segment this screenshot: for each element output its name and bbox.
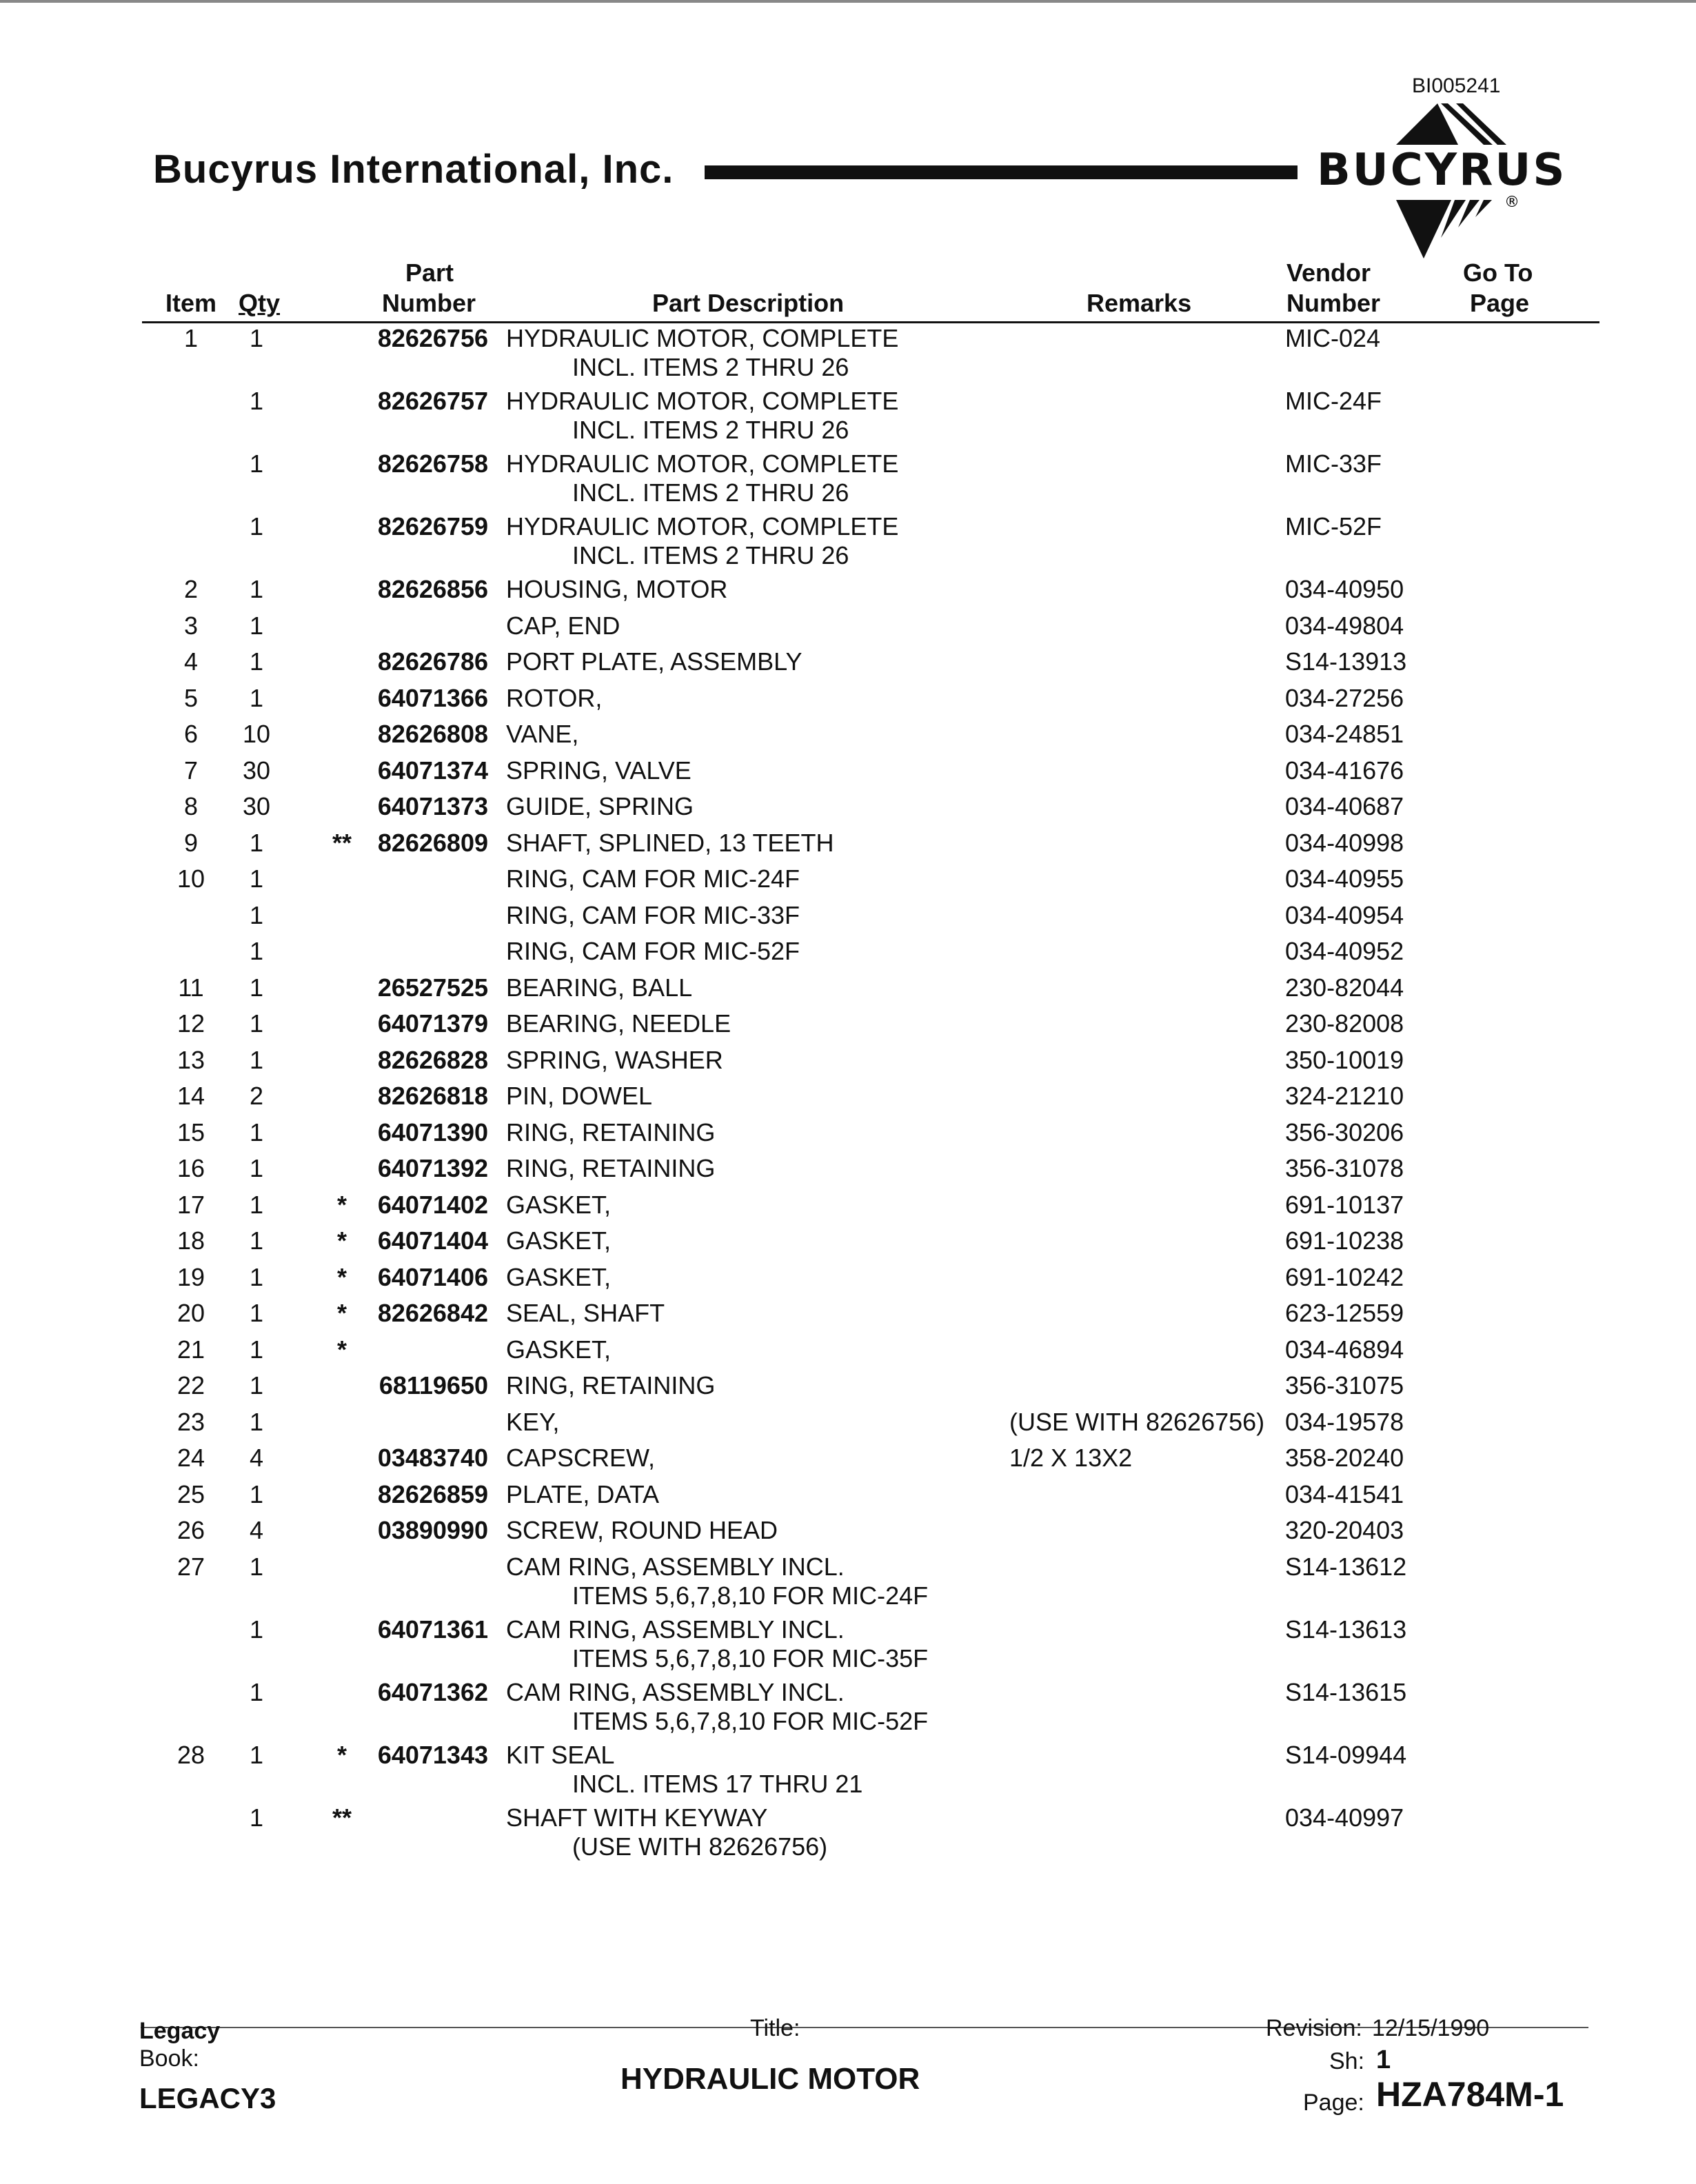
row-quantity: 1 [249,973,264,1002]
row-quantity: 1 [249,900,264,929]
footer-page-value: HZA784M-1 [1376,2075,1564,2114]
row-quantity: 1 [249,1190,264,1219]
row-item-number: 3 [183,611,199,640]
col-header-vendor-2: Number [1286,289,1381,317]
row-description [506,1154,715,1183]
row-quantity: 1 [249,324,264,352]
row-vendor-number: 356-31078 [1285,1154,1404,1182]
row-vendor-number: S14-09944 [1285,1740,1407,1769]
col-header-description: Part Description [652,289,845,317]
row-quantity: 1 [249,611,264,640]
row-remarks: (USE WITH 82626756) [1009,1407,1265,1436]
logo-registered-mark: ® [1504,194,1520,211]
row-marker: * [336,1740,347,1769]
row-quantity: 1 [249,1009,264,1038]
row-quantity: 1 [249,1803,264,1832]
row-description-line-2: (USE WITH 82626756) [572,1832,828,1861]
row-vendor-number: 034-40952 [1285,937,1404,965]
scan-top-edge [0,0,1696,3]
row-item-number: 14 [176,1082,205,1110]
row-quantity: 1 [249,1045,264,1074]
row-item-number: 24 [176,1444,205,1472]
footer-page-label: Page: [1303,2090,1364,2116]
row-vendor-number: 320-20403 [1285,1516,1404,1544]
row-description [506,1741,862,1799]
row-description [506,449,898,507]
row-item-number: 28 [176,1740,205,1769]
row-description-line-1: VANE, [506,720,579,748]
row-quantity: 1 [249,828,264,857]
row-description-line-1: GASKET, [506,1226,612,1255]
row-description-line-2: ITEMS 5,6,7,8,10 FOR MIC-24F [572,1581,929,1610]
row-description-line-1: CAM RING, ASSEMBLY INCL. [506,1552,845,1581]
row-vendor-number: S14-13615 [1285,1677,1407,1706]
row-part-number: 64071343 [377,1740,488,1769]
row-marker: ** [332,828,352,857]
row-description-line-1: RING, RETAINING [506,1118,716,1146]
row-item-number: 19 [176,1262,205,1291]
row-description [506,647,802,676]
row-part-number: 82626828 [377,1045,488,1074]
row-part-number: 82626856 [377,575,488,603]
row-marker: * [336,1262,347,1291]
row-quantity: 1 [249,449,264,478]
row-description-line-1: KEY, [506,1407,560,1436]
row-part-number: 64071366 [377,683,488,712]
row-vendor-number: S14-13913 [1285,647,1407,676]
row-vendor-number: 356-30206 [1285,1118,1404,1146]
row-part-number: 82626786 [377,647,488,676]
col-header-goto-2: Page [1470,289,1530,317]
row-vendor-number: 034-40997 [1285,1803,1404,1832]
row-description-line-1: HYDRAULIC MOTOR, COMPLETE [506,324,899,352]
row-description [506,1082,652,1111]
row-description-line-1: HOUSING, MOTOR [506,575,728,603]
row-part-number: 03890990 [377,1516,488,1544]
footer-title-label: Title: [750,2015,800,2041]
row-description-line-2: INCL. ITEMS 2 THRU 26 [572,353,849,381]
col-header-part-2: Number [382,289,476,317]
row-quantity: 10 [242,720,271,748]
row-part-number: 82626757 [377,387,488,415]
row-description [506,937,800,966]
row-quantity: 1 [249,937,264,965]
row-item-number: 20 [176,1299,205,1327]
col-header-part-1: Part [405,259,454,287]
row-vendor-number: 034-40954 [1285,900,1404,929]
footer-sheet-value: 1 [1376,2045,1391,2074]
row-vendor-number: 324-21210 [1285,1082,1404,1110]
row-vendor-number: 358-20240 [1285,1444,1404,1472]
row-part-number: 64071361 [377,1615,488,1644]
row-quantity: 1 [249,1335,264,1364]
row-description-line-1: BEARING, BALL [506,973,693,1002]
footer-book-value: LEGACY3 [139,2082,276,2114]
row-description-line-2: INCL. ITEMS 2 THRU 26 [572,416,849,444]
row-description [506,575,727,604]
row-item-number: 9 [183,828,199,857]
row-description [506,1480,659,1509]
row-item-number: 17 [176,1190,205,1219]
row-vendor-number: 623-12559 [1285,1299,1404,1327]
row-quantity: 1 [249,1371,264,1399]
row-quantity: 1 [249,1615,264,1644]
row-part-number: 82626842 [377,1299,488,1327]
row-description [506,611,620,640]
row-item-number: 13 [176,1045,205,1074]
row-marker: * [336,1190,347,1219]
row-description-line-1: HYDRAULIC MOTOR, COMPLETE [506,449,899,478]
col-header-vendor-1: Vendor [1286,259,1371,287]
row-vendor-number: 034-46894 [1285,1335,1404,1364]
row-item-number: 1 [183,324,199,352]
row-description-line-2: ITEMS 5,6,7,8,10 FOR MIC-52F [572,1706,929,1735]
row-description [506,901,800,930]
row-description-line-1: HYDRAULIC MOTOR, COMPLETE [506,512,899,540]
row-part-number: 82626758 [377,449,488,478]
row-description-line-1: PORT PLATE, ASSEMBLY [506,647,802,676]
row-item-number: 15 [176,1118,205,1146]
row-vendor-number: MIC-024 [1285,324,1381,352]
row-quantity: 1 [249,1118,264,1146]
row-description-line-1: CAPSCREW, [506,1444,656,1472]
row-quantity: 1 [249,1226,264,1255]
row-item-number: 8 [183,792,199,820]
row-item-number: 2 [183,575,199,603]
row-vendor-number: 034-49804 [1285,611,1404,640]
row-description-line-1: SPRING, VALVE [506,756,691,785]
row-vendor-number: S14-13612 [1285,1552,1407,1581]
row-part-number: 64071404 [377,1226,488,1255]
row-quantity: 2 [249,1082,264,1110]
row-vendor-number: 230-82044 [1285,973,1404,1002]
company-name: Bucyrus International, Inc. [153,147,674,192]
col-header-qty: Qty [239,289,281,317]
row-description [506,973,692,1002]
row-description [506,1803,827,1861]
row-part-number: 64071379 [377,1009,488,1038]
row-description [506,1046,723,1075]
col-header-goto-1: Go To [1463,259,1533,287]
row-quantity: 1 [249,1262,264,1291]
row-description [506,1516,778,1545]
row-quantity: 1 [249,1154,264,1182]
row-item-number: 6 [183,720,199,748]
row-quantity: 1 [249,683,264,712]
row-description-line-1: GASKET, [506,1262,612,1291]
row-vendor-number: 350-10019 [1285,1045,1404,1074]
row-description-line-2: ITEMS 5,6,7,8,10 FOR MIC-35F [572,1644,929,1672]
row-description [506,1408,559,1437]
row-vendor-number: 034-27256 [1285,683,1404,712]
row-description-line-1: GASKET, [506,1335,612,1364]
row-description [506,829,834,858]
row-description-line-1: HYDRAULIC MOTOR, COMPLETE [506,387,899,415]
row-part-number: 64071362 [377,1677,488,1706]
row-marker: ** [332,1803,352,1832]
footer-book-label: Book: [139,2045,199,2072]
row-part-number: 82626859 [377,1479,488,1508]
row-description-line-2: INCL. ITEMS 2 THRU 26 [572,541,849,569]
row-part-number: 64071406 [377,1262,488,1291]
row-description-line-1: RING, CAM FOR MIC-24F [506,865,800,893]
row-vendor-number: MIC-52F [1285,512,1382,540]
row-item-number: 7 [183,756,199,785]
row-part-number: 03483740 [377,1444,488,1472]
logo-lower-triangle [1396,200,1451,259]
row-quantity: 1 [249,512,264,540]
logo-lower-stripe-3 [1475,200,1492,217]
row-description [506,1335,611,1364]
row-item-number: 10 [176,865,205,893]
row-description-line-1: PLATE, DATA [506,1479,660,1508]
row-description [506,324,898,382]
header-rule [705,165,1298,179]
row-description-line-1: RING, CAM FOR MIC-52F [506,937,800,965]
row-vendor-number: 034-40998 [1285,828,1404,857]
row-description [506,512,898,570]
row-item-number: 25 [176,1479,205,1508]
row-description [506,1444,655,1473]
row-description [506,387,898,445]
row-vendor-number: 356-31075 [1285,1371,1404,1399]
row-vendor-number: S14-13613 [1285,1615,1407,1644]
row-vendor-number: 034-41676 [1285,756,1404,785]
row-part-number: 82626808 [377,720,488,748]
row-quantity: 4 [249,1516,264,1544]
col-header-remarks: Remarks [1087,289,1192,317]
row-description-line-1: KIT SEAL [506,1740,615,1769]
row-description-line-1: CAM RING, ASSEMBLY INCL. [506,1615,845,1644]
row-vendor-number: 034-40687 [1285,792,1404,820]
row-quantity: 1 [249,1740,264,1769]
row-description-line-1: SHAFT WITH KEYWAY [506,1803,768,1832]
logo-wordmark: BUCYRUS [1317,145,1567,196]
row-vendor-number: 034-19578 [1285,1407,1404,1436]
row-quantity: 1 [249,1479,264,1508]
row-item-number: 26 [176,1516,205,1544]
row-quantity: 30 [242,756,271,785]
row-part-number: 68119650 [378,1371,488,1399]
row-quantity: 1 [249,865,264,893]
row-part-number: 64071374 [377,756,488,785]
row-item-number: 21 [176,1335,205,1364]
row-description-line-1: CAM RING, ASSEMBLY INCL. [506,1677,845,1706]
row-description [506,1553,928,1610]
row-description [506,1263,611,1292]
row-description [506,1371,715,1400]
row-quantity: 1 [249,1677,264,1706]
row-item-number: 12 [176,1009,205,1038]
row-vendor-number: 691-10137 [1285,1190,1404,1219]
row-description-line-2: INCL. ITEMS 17 THRU 21 [572,1769,863,1798]
row-item-number: 18 [176,1226,205,1255]
row-description-line-1: RING, RETAINING [506,1154,716,1182]
row-description [506,684,602,713]
row-part-number: 64071373 [377,792,488,820]
row-vendor-number: 034-40955 [1285,865,1404,893]
row-vendor-number: 691-10238 [1285,1226,1404,1255]
row-quantity: 30 [242,792,271,820]
row-item-number: 27 [176,1552,205,1581]
row-quantity: 1 [249,1299,264,1327]
row-part-number: 82626759 [377,512,488,540]
row-description [506,1118,715,1147]
row-part-number: 64071402 [377,1190,488,1219]
row-description [506,1615,928,1673]
footer-sheet-label: Sh: [1329,2048,1365,2074]
row-marker: * [336,1335,347,1364]
row-description-line-1: RING, RETAINING [506,1371,716,1399]
row-item-number: 11 [178,973,204,1002]
row-description-line-1: GASKET, [506,1190,612,1219]
row-description-line-1: SCREW, ROUND HEAD [506,1516,778,1544]
row-remarks: 1/2 X 13X2 [1009,1444,1133,1472]
row-part-number: 82626818 [377,1082,488,1110]
row-description-line-2: INCL. ITEMS 2 THRU 26 [572,478,849,507]
row-part-number: 82626809 [377,828,488,857]
row-description [506,1009,731,1038]
row-vendor-number: 034-41541 [1285,1479,1404,1508]
row-vendor-number: 230-82008 [1285,1009,1404,1038]
row-quantity: 1 [249,1407,264,1436]
row-description-line-1: PIN, DOWEL [506,1082,653,1110]
row-part-number: 64071392 [377,1154,488,1182]
row-vendor-number: 691-10242 [1285,1262,1404,1291]
row-vendor-number: MIC-24F [1285,387,1382,415]
row-quantity: 1 [249,387,264,415]
footer-legacy-label: Legacy [139,2018,221,2044]
row-part-number: 64071390 [377,1118,488,1146]
row-part-number: 26527525 [377,973,488,1002]
row-description [506,1226,611,1255]
row-vendor-number: 034-40950 [1285,575,1404,603]
row-description-line-1: CAP, END [506,611,620,640]
row-item-number: 16 [176,1154,205,1182]
document-id: BI005241 [1412,74,1501,97]
row-quantity: 1 [249,575,264,603]
row-marker: * [336,1299,347,1327]
row-description-line-1: ROTOR, [506,683,603,712]
row-part-number: 82626756 [377,324,488,352]
row-description-line-1: GUIDE, SPRING [506,792,694,820]
row-quantity: 1 [249,647,264,676]
col-header-item: Item [165,289,217,317]
row-description-line-1: BEARING, NEEDLE [506,1009,731,1038]
row-description [506,1678,928,1736]
header-underline [142,321,1599,323]
row-vendor-number: 034-24851 [1285,720,1404,748]
row-item-number: 23 [176,1407,205,1436]
row-description-line-1: RING, CAM FOR MIC-33F [506,900,800,929]
row-description [506,865,800,893]
footer-rule [141,2027,1588,2028]
row-description [506,756,691,785]
row-description [506,1299,665,1328]
row-description-line-1: SEAL, SHAFT [506,1299,665,1327]
row-marker: * [336,1226,347,1255]
row-description [506,792,694,821]
row-description-line-1: SPRING, WASHER [506,1045,723,1074]
footer-title-value: HYDRAULIC MOTOR [620,2062,920,2096]
row-item-number: 4 [183,647,199,676]
row-vendor-number: MIC-33F [1285,449,1382,478]
footer-revision-label: Revision: [1266,2015,1362,2041]
row-quantity: 1 [249,1552,264,1581]
footer-revision-value: 12/15/1990 [1372,2015,1490,2041]
row-description [506,720,578,749]
row-item-number: 22 [176,1371,205,1399]
row-item-number: 5 [183,683,199,712]
row-description [506,1191,611,1220]
row-quantity: 4 [249,1444,264,1472]
row-description-line-1: SHAFT, SPLINED, 13 TEETH [506,828,834,857]
